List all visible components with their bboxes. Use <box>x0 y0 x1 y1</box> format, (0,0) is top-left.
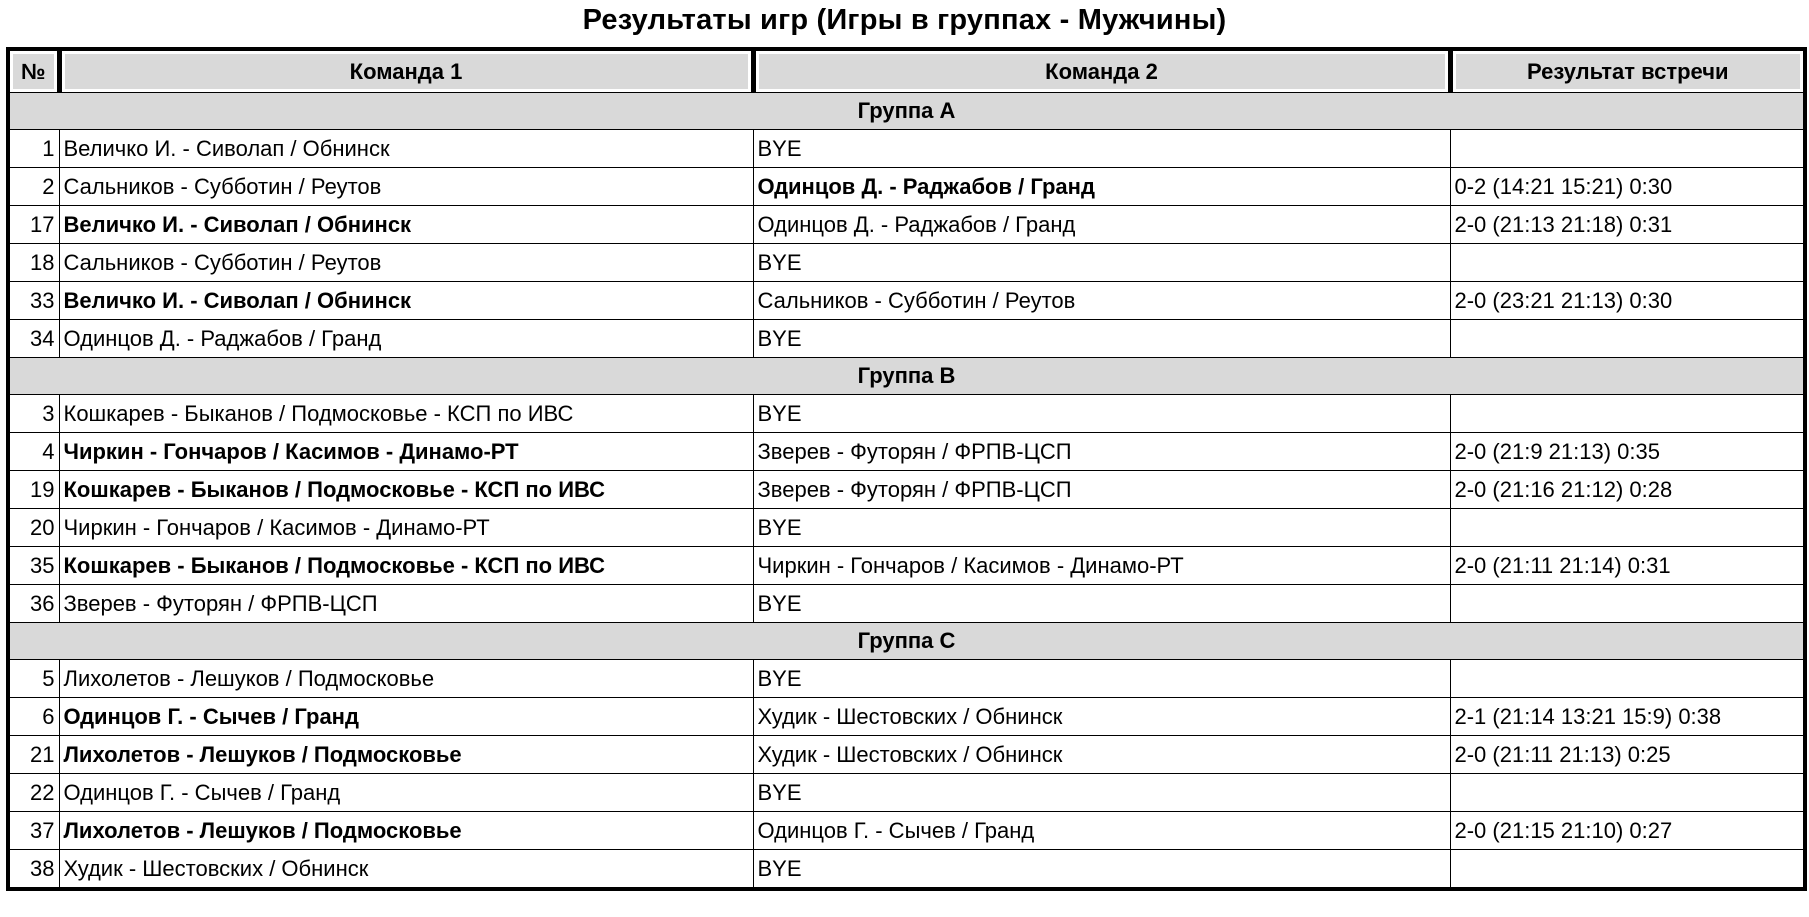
team1-cell: Одинцов Д. - Раджабов / Гранд <box>59 320 753 358</box>
header-result: Результат встречи <box>1450 49 1805 93</box>
team1-cell: Лихолетов - Лешуков / Подмосковье <box>59 660 753 698</box>
team1-cell: Худик - Шестовских / Обнинск <box>59 850 753 890</box>
page-title: Результаты игр (Игры в группах - Мужчины) <box>582 4 1227 36</box>
team2-cell: BYE <box>753 585 1450 623</box>
header-team1: Команда 1 <box>59 49 753 93</box>
team2-cell: Зверев - Футорян / ФРПВ-ЦСП <box>753 433 1450 471</box>
results-body <box>8 93 1805 890</box>
result-cell <box>1450 585 1805 623</box>
match-number: 18 <box>8 244 59 282</box>
match-number: 20 <box>8 509 59 547</box>
team2-cell: Сальников - Субботин / Реутов <box>753 282 1450 320</box>
group-name: Группа В <box>8 358 1805 395</box>
match-row <box>8 850 1805 890</box>
match-row <box>8 774 1805 812</box>
match-row <box>8 395 1805 433</box>
match-row <box>8 244 1805 282</box>
team2-cell: Одинцов Д. - Раджабов / Гранд <box>753 168 1450 206</box>
results-table <box>6 47 1807 891</box>
match-number: 37 <box>8 812 59 850</box>
result-cell <box>1450 320 1805 358</box>
result-cell: 2-0 (21:9 21:13) 0:35 <box>1450 433 1805 471</box>
header-row <box>8 49 1805 93</box>
result-cell: 2-0 (23:21 21:13) 0:30 <box>1450 282 1805 320</box>
match-row <box>8 698 1805 736</box>
group-header-row <box>8 93 1805 130</box>
team2-cell: Одинцов Г. - Сычев / Гранд <box>753 812 1450 850</box>
result-cell <box>1450 774 1805 812</box>
team1-cell: Величко И. - Сиволап / Обнинск <box>59 206 753 244</box>
result-cell <box>1450 244 1805 282</box>
group-name: Группа А <box>8 93 1805 130</box>
match-number: 38 <box>8 850 59 890</box>
result-cell: 2-0 (21:15 21:10) 0:27 <box>1450 812 1805 850</box>
team1-cell: Величко И. - Сиволап / Обнинск <box>59 130 753 168</box>
match-number: 34 <box>8 320 59 358</box>
result-cell: 0-2 (14:21 15:21) 0:30 <box>1450 168 1805 206</box>
match-number: 5 <box>8 660 59 698</box>
group-name: Группа С <box>8 623 1805 660</box>
match-row <box>8 282 1805 320</box>
team1-cell: Кошкарев - Быканов / Подмосковье - КСП по ИВС <box>59 547 753 585</box>
match-number: 4 <box>8 433 59 471</box>
match-number: 35 <box>8 547 59 585</box>
match-row <box>8 471 1805 509</box>
match-row <box>8 206 1805 244</box>
match-row <box>8 433 1805 471</box>
team2-cell: Одинцов Д. - Раджабов / Гранд <box>753 206 1450 244</box>
team2-cell: BYE <box>753 660 1450 698</box>
team1-cell: Кошкарев - Быканов / Подмосковье - КСП по ИВС <box>59 471 753 509</box>
match-row <box>8 509 1805 547</box>
match-number: 1 <box>8 130 59 168</box>
match-number: 6 <box>8 698 59 736</box>
match-number: 17 <box>8 206 59 244</box>
match-number: 36 <box>8 585 59 623</box>
match-number: 3 <box>8 395 59 433</box>
team2-cell: BYE <box>753 130 1450 168</box>
header-num: № <box>8 49 59 93</box>
team2-cell: BYE <box>753 395 1450 433</box>
header-team2: Команда 2 <box>753 49 1450 93</box>
team2-cell: Зверев - Футорян / ФРПВ-ЦСП <box>753 471 1450 509</box>
result-cell: 2-0 (21:16 21:12) 0:28 <box>1450 471 1805 509</box>
group-header-row <box>8 358 1805 395</box>
match-row <box>8 736 1805 774</box>
match-number: 33 <box>8 282 59 320</box>
group-header-row <box>8 623 1805 660</box>
result-cell: 2-1 (21:14 13:21 15:9) 0:38 <box>1450 698 1805 736</box>
match-number: 2 <box>8 168 59 206</box>
match-number: 21 <box>8 736 59 774</box>
team1-cell: Лихолетов - Лешуков / Подмосковье <box>59 736 753 774</box>
result-cell: 2-0 (21:11 21:13) 0:25 <box>1450 736 1805 774</box>
result-cell: 2-0 (21:11 21:14) 0:31 <box>1450 547 1805 585</box>
match-row <box>8 812 1805 850</box>
match-row <box>8 130 1805 168</box>
result-cell <box>1450 850 1805 890</box>
team1-cell: Кошкарев - Быканов / Подмосковье - КСП по ИВС <box>59 395 753 433</box>
team2-cell: Худик - Шестовских / Обнинск <box>753 736 1450 774</box>
team1-cell: Одинцов Г. - Сычев / Гранд <box>59 774 753 812</box>
result-cell <box>1450 395 1805 433</box>
team2-cell: Худик - Шестовских / Обнинск <box>753 698 1450 736</box>
team1-cell: Сальников - Субботин / Реутов <box>59 244 753 282</box>
match-row <box>8 660 1805 698</box>
team1-cell: Сальников - Субботин / Реутов <box>59 168 753 206</box>
team2-cell: BYE <box>753 850 1450 890</box>
match-row <box>8 168 1805 206</box>
team2-cell: BYE <box>753 774 1450 812</box>
result-cell <box>1450 660 1805 698</box>
match-number: 19 <box>8 471 59 509</box>
match-row <box>8 320 1805 358</box>
team1-cell: Лихолетов - Лешуков / Подмосковье <box>59 812 753 850</box>
result-cell <box>1450 130 1805 168</box>
team2-cell: BYE <box>753 509 1450 547</box>
team2-cell: BYE <box>753 320 1450 358</box>
team2-cell: BYE <box>753 244 1450 282</box>
match-row <box>8 585 1805 623</box>
team1-cell: Одинцов Г. - Сычев / Гранд <box>59 698 753 736</box>
team1-cell: Величко И. - Сиволап / Обнинск <box>59 282 753 320</box>
match-row <box>8 547 1805 585</box>
result-cell: 2-0 (21:13 21:18) 0:31 <box>1450 206 1805 244</box>
team1-cell: Зверев - Футорян / ФРПВ-ЦСП <box>59 585 753 623</box>
team2-cell: Чиркин - Гончаров / Касимов - Динамо-РТ <box>753 547 1450 585</box>
match-number: 22 <box>8 774 59 812</box>
team1-cell: Чиркин - Гончаров / Касимов - Динамо-РТ <box>59 433 753 471</box>
result-cell <box>1450 509 1805 547</box>
team1-cell: Чиркин - Гончаров / Касимов - Динамо-РТ <box>59 509 753 547</box>
